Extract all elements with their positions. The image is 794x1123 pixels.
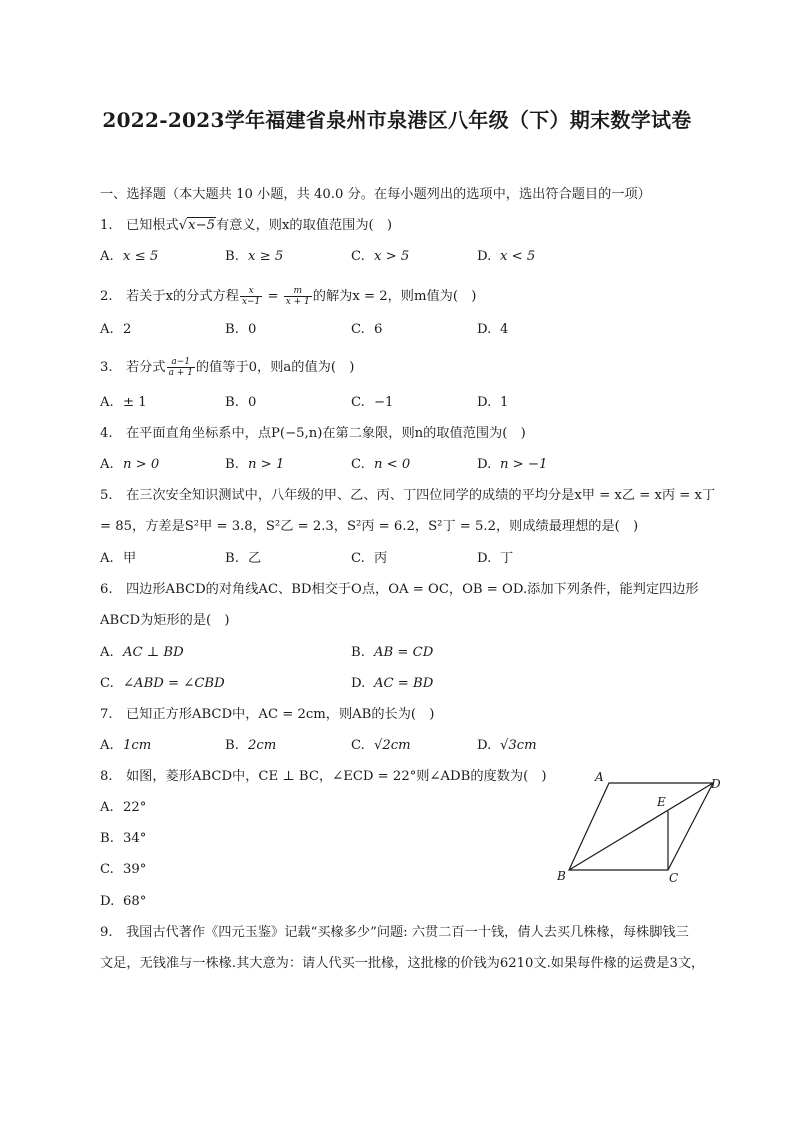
option-c: C. 6 [351,322,383,337]
option-c: C. 丙 [351,551,388,566]
option-b: B. n > 1 [225,457,285,472]
option-d: D. √3cm [477,738,537,753]
option-c: C. n < 0 [351,457,411,472]
question-number: 8. [100,769,113,784]
label-a: A [595,770,604,784]
question-text: 若关于x的分式方程 [126,289,239,304]
option-a: A. x ≤ 5 [100,249,159,264]
question-text: 四边形ABCD的对角线AC、BD相交于O点，OA = OC，OB = OD.添加下列条件，能判定四边形 [126,582,699,597]
rhombus-figure [548,766,728,896]
option-d: D. 1 [477,395,509,410]
option-d: D. AC = BD [351,676,434,691]
question-text: 在三次安全知识测试中，八年级的甲、乙、丙、丁四位同学的成绩的平均分是x甲 = x乙 = x丙 = x丁 [126,488,716,503]
question-number: 9. [100,925,113,940]
question-text: 已知正方形ABCD中，AC = 2cm，则AB的长为( ) [126,707,435,722]
option-a: A. n > 0 [100,457,160,472]
question-9 [100,924,689,942]
question-number: 1. [100,218,113,233]
option-d: D. 4 [477,322,509,337]
label-b: B [557,869,566,883]
question-text: 在平面直角坐标系中，点P(−5,n)在第二象限，则n的取值范围为( ) [126,426,526,441]
sqrt-expression: √x−5 [178,218,216,233]
option-b: B. 2cm [225,738,277,753]
section-heading: 一、选择题（本大题共 10 小题，共 40.0 分。在每小题列出的选项中，选出符合题目的一项） [100,187,651,202]
equals-sign: = [263,289,283,304]
question-4 [100,425,526,443]
option-d: D. 丁 [477,551,514,566]
question-text: 已知根式 [126,218,179,233]
fraction: $\frac{x}{x-1}$ [241,286,261,307]
option-c: C. 39° [100,862,147,877]
question-2 [100,286,476,307]
question-text-tail: 有意义，则x的取值范围为( ) [216,218,393,233]
diagonal-bd [569,783,713,870]
option-a: A. 甲 [100,551,137,566]
question-text-tail: 的值等于0，则a的值为( ) [195,360,355,375]
question-number: 6. [100,582,113,597]
question-1 [100,217,392,235]
option-b: B. 34° [100,831,147,846]
option-b: B. AB = CD [351,645,434,660]
question-text: 我国古代著作《四元玉鉴》记载“买椽多少”问题: 六贯二百一十钱，倩人去买几株椽，每株脚钱三 [126,925,689,940]
option-d: D. 68° [100,894,147,909]
question-text-tail: 的解为x = 2，则m值为( ) [312,289,477,304]
option-b: B. 0 [225,395,257,410]
label-d: D [711,777,721,791]
question-text: 如图，菱形ABCD中，CE ⊥ BC，∠ECD = 22°则∠ADB的度数为( ) [126,769,547,784]
question-number: 7. [100,707,113,722]
option-b: B. 乙 [225,551,262,566]
option-a: A. 22° [100,800,147,815]
option-c: C. √2cm [351,738,411,753]
option-c: C. ∠ABD = ∠CBD [100,676,225,691]
option-a: A. 1cm [100,738,152,753]
question-9-line-2: 文足，无钱准与一株椽.其大意为：请人代买一批椽，这批椽的价钱为6210文.如果每件椽的运费是3文， [100,956,705,971]
question-6 [100,581,699,599]
option-a: A. 2 [100,322,132,337]
option-a: A. AC ⊥ BD [100,645,184,660]
question-number: 4. [100,426,113,441]
label-c: C [669,871,679,885]
question-text: 若分式 [126,360,166,375]
question-3 [100,357,354,378]
question-5 [100,487,715,505]
question-5-line-2: = 85，方差是S²甲 = 3.8，S²乙 = 2.3，S²丙 = 6.2，S²丁 = 5.2，则成绩最理想的是( ) [100,519,639,534]
option-b: B. 0 [225,322,257,337]
fraction: $\frac{a-1}{a + 1}$ [168,357,193,378]
question-7 [100,706,434,724]
question-number: 3. [100,360,113,375]
option-c: C. x > 5 [351,249,410,264]
fraction: $\frac{m}{x + 1}$ [285,286,310,307]
option-b: B. x ≥ 5 [225,249,284,264]
option-a: A. ± 1 [100,395,147,410]
option-d: D. x < 5 [477,249,536,264]
option-d: D. n > −1 [477,457,548,472]
question-number: 5. [100,488,113,503]
exam-title: 2022-2023学年福建省泉州市泉港区八年级（下）期末数学试卷 [102,108,692,132]
label-e: E [657,795,666,809]
question-8 [100,768,547,786]
question-number: 2. [100,289,113,304]
option-c: C. −1 [351,395,394,410]
question-6-line-2: ABCD为矩形的是( ) [100,613,230,628]
